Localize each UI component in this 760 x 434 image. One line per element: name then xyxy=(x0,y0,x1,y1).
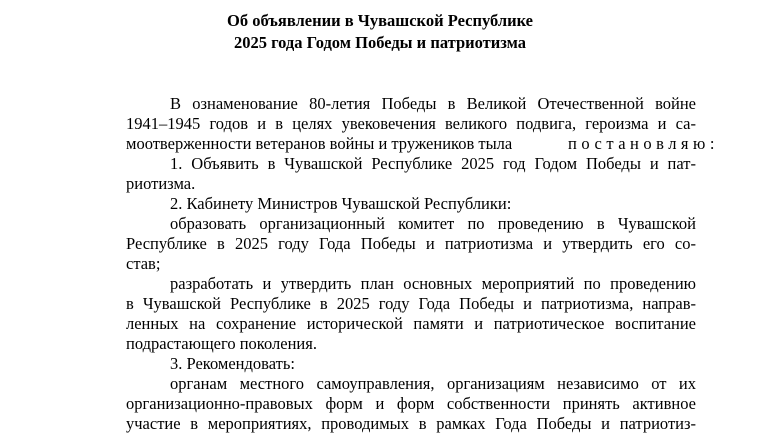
document-title-line-2: 2025 года Годом Победы и патриотизма xyxy=(233,33,527,52)
paragraph-line: организационно-правовых форм и форм собственности принять активное xyxy=(126,394,696,413)
paragraph-line: подрастающего поколения. xyxy=(126,334,317,353)
paragraph-line: В ознаменование 80-летия Победы в Великой Отечественной войне xyxy=(170,94,696,113)
paragraph-line: 3. Рекомендовать: xyxy=(170,354,295,373)
paragraph-line: риотизма. xyxy=(126,174,196,193)
paragraph-line: разработать и утвердить план основных мероприятий по проведению xyxy=(170,274,696,293)
decree-word: постановляю: xyxy=(568,134,719,153)
paragraph-line: став; xyxy=(126,254,161,273)
document-title-line-1: Об объявлении в Чувашской Республике xyxy=(226,11,533,30)
paragraph-line: в Чувашской Республике в 2025 году Года Победы и патриотизма, направ- xyxy=(126,294,696,313)
paragraph-line: участие в мероприятиях, проводимых в рамках Года Победы и патриотиз- xyxy=(126,414,696,433)
paragraph-line: образовать организационный комитет по проведению в Чувашской xyxy=(170,214,696,233)
paragraph-line: органам местного самоуправления, организациям независимо от их xyxy=(170,374,696,393)
paragraph-line: Республике в 2025 году Года Победы и патриотизма и утвердить его со- xyxy=(126,234,696,253)
paragraph-line: 1. Объявить в Чувашской Республике 2025 год Годом Победы и пат- xyxy=(170,154,696,173)
paragraph-line: 1941–1945 годов и в целях увековечения великого подвига, героизма и са- xyxy=(126,114,696,133)
paragraph-line: 2. Кабинету Министров Чувашской Республики: xyxy=(170,194,512,213)
paragraph-line: моотверженности ветеранов войны и тружеников тыла xyxy=(126,134,513,153)
paragraph-line: ленных на сохранение исторической памяти и патриотическое воспитание xyxy=(126,314,696,333)
